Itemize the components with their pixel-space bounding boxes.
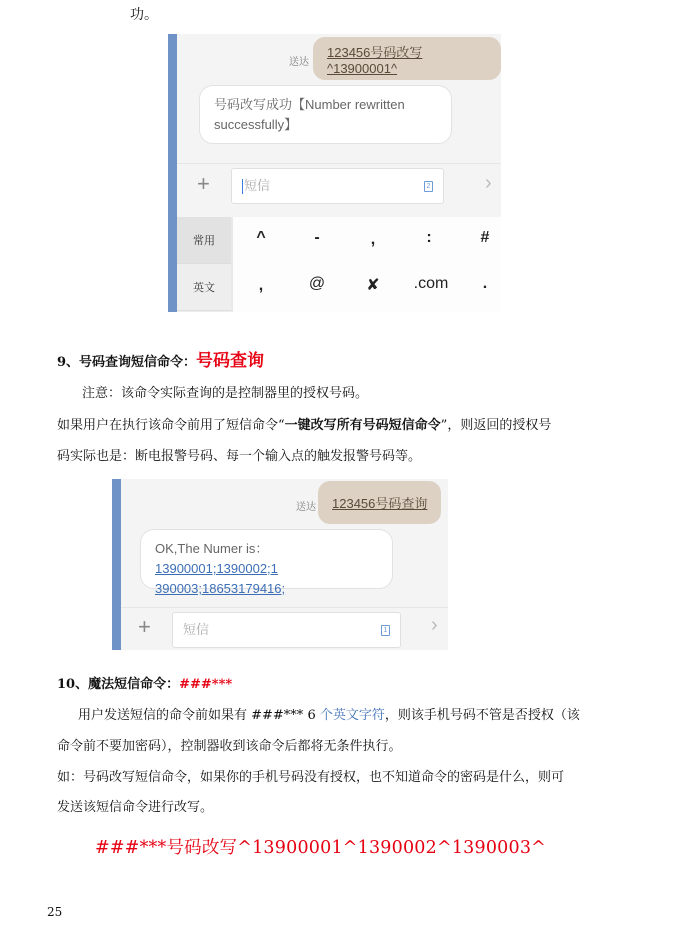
- section-10-heading: [57, 673, 232, 692]
- section-9-command: 号码查询: [196, 351, 265, 371]
- para-text: ”，则返回的授权号: [440, 418, 552, 433]
- reply-message-bubble: [140, 529, 393, 596]
- keyboard-tab-common[interactable]: 常用: [177, 217, 231, 264]
- section-9-paragraph-line1: [57, 416, 551, 436]
- key-dash[interactable]: -: [314, 229, 320, 246]
- reply-numbers-line2[interactable]: 390003;18653179416;: [155, 581, 286, 596]
- para-text: 用户发送短信的命令前如果有 ###*** 6: [78, 708, 320, 723]
- plus-icon[interactable]: +: [138, 614, 151, 639]
- key-caret[interactable]: ^: [256, 229, 266, 246]
- section-9-note: 注意：该命令实际查询的是控制器里的授权号码。: [82, 386, 369, 401]
- sms-input[interactable]: [172, 612, 401, 648]
- text-caret: [242, 179, 243, 194]
- sms-screenshot-rewrite: [168, 34, 501, 312]
- key-at[interactable]: @: [308, 275, 326, 292]
- section-9-heading: [57, 346, 264, 371]
- chevron-right-icon[interactable]: ›: [431, 614, 438, 636]
- sms-placeholder: 短信: [183, 622, 210, 637]
- key-cross[interactable]: ✘: [366, 277, 380, 294]
- reply-prefix: OK,The Numer is：: [155, 541, 269, 556]
- key-colon[interactable]: :: [426, 229, 432, 246]
- left-rail: [112, 479, 121, 650]
- keyboard-keys: [233, 217, 501, 312]
- section-10-title: 10、魔法短信命令：: [57, 677, 180, 692]
- section-10-line3: 如：号码改写短信命令，如果你的手机号码没有授权，也不知道命令的密码是什么，则可: [57, 770, 565, 785]
- key-comma-2[interactable]: ,: [258, 277, 264, 294]
- sim-icon[interactable]: 2: [424, 181, 433, 192]
- section-10-line2: 命令前不要加密码），控制器收到该命令后都将无条件执行。: [57, 739, 402, 754]
- example-command: ###***号码改写^13900001^1390002^1390003^: [95, 838, 547, 858]
- section-10-command: ###***: [179, 677, 233, 692]
- plus-icon[interactable]: +: [197, 171, 210, 196]
- section-9-title: 9、号码查询短信命令：: [57, 355, 197, 370]
- section-9-paragraph-line2: 码实际也是：断电报警号码、每一个输入点的触发报警号码等。: [57, 449, 422, 464]
- delivered-label: 送达: [289, 57, 309, 68]
- key-period[interactable]: .: [482, 275, 488, 292]
- keyboard: [177, 217, 501, 312]
- english-chars-highlight: 个英文字符: [319, 708, 385, 723]
- page-number: 25: [47, 905, 63, 919]
- chevron-right-icon[interactable]: ›: [485, 172, 492, 194]
- sent-message-bubble: [313, 37, 501, 80]
- sms-input[interactable]: [231, 168, 444, 204]
- sim-icon[interactable]: 1: [381, 625, 390, 636]
- reply-message-bubble: 号码改写成功【Number rewritten successfully】: [199, 85, 452, 144]
- sent-message-text: 123456号码查询: [332, 496, 428, 511]
- bold-command-name: 一键改写所有号码短信命令: [284, 418, 441, 433]
- text-fragment: 功。: [130, 7, 158, 23]
- section-10-line1: [78, 706, 580, 726]
- sent-message-text: 123456号码改写^13900001^: [327, 44, 423, 76]
- compose-bar: [177, 163, 501, 210]
- left-rail: [168, 34, 177, 312]
- compose-bar: [121, 607, 448, 650]
- keyboard-tabs: [177, 217, 231, 312]
- sms-placeholder: 短信: [244, 178, 271, 193]
- keyboard-tab-english[interactable]: 英文: [177, 264, 231, 311]
- section-10-line4: 发送该短信命令进行改写。: [57, 800, 214, 815]
- para-text: 如果用户在执行该命令前用了短信命令“: [57, 418, 285, 433]
- key-hash[interactable]: #: [480, 229, 490, 246]
- sent-message-bubble: [318, 481, 441, 524]
- delivered-label: 送达: [296, 502, 316, 513]
- sms-screenshot-query: [112, 479, 448, 650]
- key-dotcom[interactable]: .com: [413, 275, 449, 292]
- reply-numbers-line1[interactable]: 13900001;1390002;1: [155, 561, 278, 576]
- key-comma[interactable]: ,: [370, 231, 376, 248]
- para-text: ，则该手机号码不管是否授权（该: [384, 708, 580, 723]
